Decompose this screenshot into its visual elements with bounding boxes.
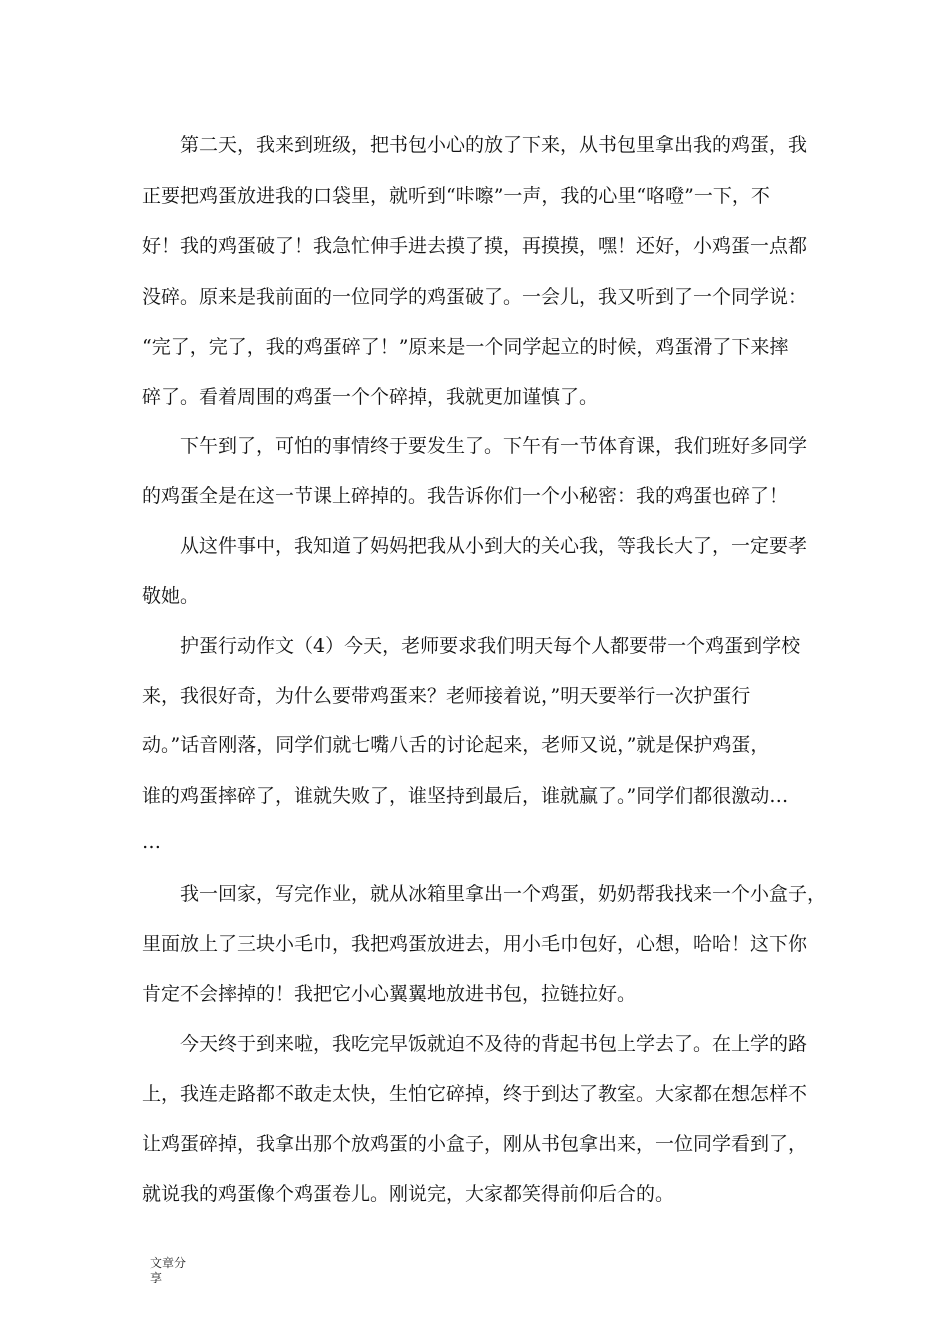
text-line: 里面放上了三块小毛巾，我把鸡蛋放进去，用小毛巾包好，心想，哈哈！这下你 <box>142 933 808 955</box>
page-footer <box>150 1256 186 1286</box>
text-line: 来，我很好奇，为什么要带鸡蛋来？老师接着说，”明天要举行一次护蛋行 <box>142 685 751 707</box>
text-line: 护蛋行动作文（4）今天，老师要求我们明天每个人都要带一个鸡蛋到学校 <box>180 635 801 657</box>
text-line: 正要把鸡蛋放进我的口袋里，就听到“咔嚓”一声，我的心里“咯噔”一下，不 <box>142 185 770 207</box>
text-line: 我一回家，写完作业，就从冰箱里拿出一个鸡蛋，奶奶帮我找来一个小盒子， <box>180 883 827 905</box>
text-line: 从这件事中，我知道了妈妈把我从小到大的关心我，等我长大了，一定要孝 <box>180 535 808 557</box>
text-line: 好！我的鸡蛋破了！我急忙伸手进去摸了摸，再摸摸，嘿！还好，小鸡蛋一点都 <box>142 235 808 257</box>
text-line: 让鸡蛋碎掉，我拿出那个放鸡蛋的小盒子，刚从书包拿出来，一位同学看到了， <box>142 1133 808 1155</box>
text-line: 下午到了，可怕的事情终于要发生了。下午有一节体育课，我们班好多同学 <box>180 435 808 457</box>
text-line: 谁的鸡蛋摔碎了，谁就失败了，谁坚持到最后，谁就赢了。”同学们都很激动… <box>142 785 789 807</box>
footer-line: 文章分 <box>150 1256 187 1270</box>
text-line: 没碎。原来是我前面的一位同学的鸡蛋破了。一会儿，我又听到了一个同学说： <box>142 286 808 308</box>
text-line: 第二天，我来到班级，把书包小心的放了下来，从书包里拿出我的鸡蛋，我 <box>180 134 808 156</box>
text-line: 就说我的鸡蛋像个鸡蛋卷儿。刚说完，大家都笑得前仰后合的。 <box>142 1183 675 1205</box>
footer-line: 享 <box>150 1271 163 1285</box>
text-line: 碎了。看着周围的鸡蛋一个个碎掉，我就更加谨慎了。 <box>142 386 599 408</box>
text-line: “完了，完了，我的鸡蛋碎了！”原来是一个同学起立的时候，鸡蛋滑了下来摔 <box>142 336 789 358</box>
text-line: 敬她。 <box>142 585 200 607</box>
text-line: 上，我连走路都不敢走太快，生怕它碎掉，终于到达了教室。大家都在想怎样不 <box>142 1083 808 1105</box>
text-line: 肯定不会摔掉的！我把它小心翼翼地放进书包，拉链拉好。 <box>142 983 637 1005</box>
text-line: 动。”话音刚落，同学们就七嘴八舌的讨论起来，老师又说，”就是保护鸡蛋， <box>142 734 770 756</box>
text-line: … <box>142 831 161 853</box>
text-line: 的鸡蛋全是在这一节课上碎掉的。我告诉你们一个小秘密：我的鸡蛋也碎了！ <box>142 485 789 507</box>
text-line: 今天终于到来啦，我吃完早饭就迫不及待的背起书包上学去了。在上学的路 <box>180 1033 808 1055</box>
